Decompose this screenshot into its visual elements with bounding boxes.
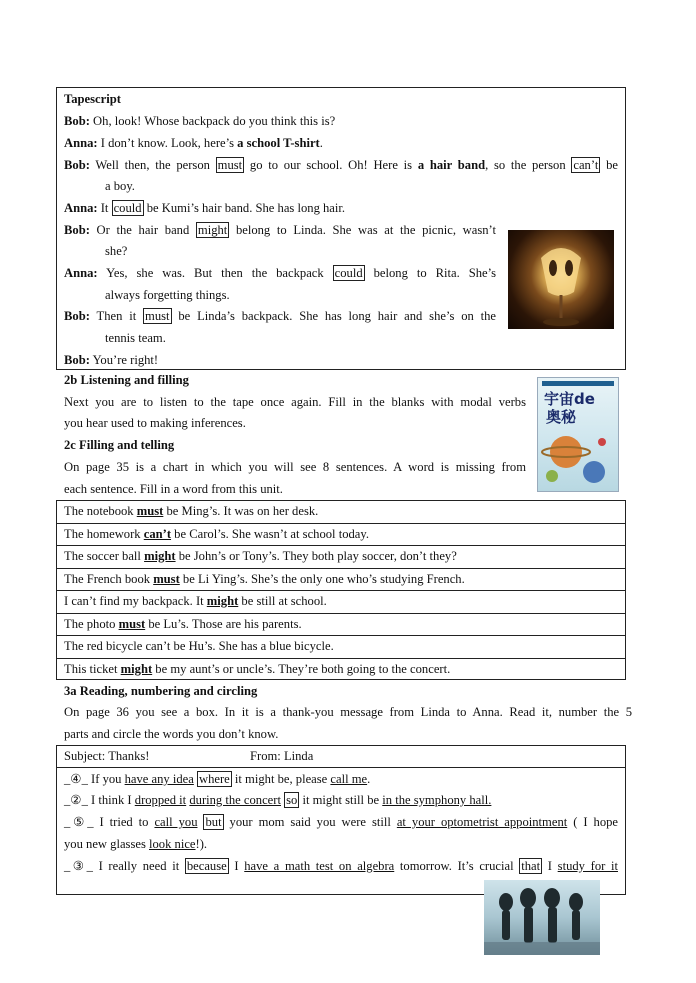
text-run: it might be, please	[231, 772, 331, 786]
text-run: _④_ If you	[64, 772, 125, 786]
text-run: Then it	[89, 309, 144, 323]
text-run: your mom said you were still	[223, 815, 397, 829]
text-run: The notebook	[64, 504, 137, 518]
dialogue-line	[64, 220, 496, 240]
text-run: be Lu’s. Those are his parents.	[145, 616, 302, 631]
text-run: tomorrow. It’s crucial	[394, 859, 520, 873]
text-run: she?	[105, 244, 128, 258]
dialogue-line	[64, 111, 335, 131]
message-line	[64, 769, 370, 789]
boxed-word: could	[113, 201, 142, 215]
dialogue-line	[105, 328, 166, 348]
text-run: The homework	[64, 526, 144, 541]
dialogue-line	[64, 198, 345, 218]
speaker-label: Bob:	[64, 309, 90, 323]
text-run: .	[367, 772, 371, 786]
section-3a-line2: parts and circle the words you don’t know.	[64, 727, 279, 741]
message-from: From: Linda	[250, 749, 314, 763]
aliens-image	[484, 880, 600, 955]
table-row	[64, 614, 302, 634]
section-2c-heading: 2c Filling and telling	[64, 438, 175, 452]
boxed-word: must	[145, 309, 170, 323]
text-run: be my aunt’s or uncle’s. They’re both going to the concert.	[152, 661, 451, 676]
text-run: This ticket	[64, 661, 121, 676]
section-2b-heading: 2b Listening and filling	[64, 373, 189, 387]
text-run: tennis team.	[105, 331, 166, 345]
text-run: ( I hope	[567, 815, 618, 829]
underlined-phrase: during the concert	[189, 793, 281, 807]
book-title-line1: 宇宙de	[544, 390, 595, 408]
text-run: I can’t find my backpack. It	[64, 594, 207, 608]
text-run: be Ming’s. It was on her desk.	[163, 504, 319, 518]
bold-word: might	[206, 594, 239, 608]
boxed-word: so	[286, 793, 298, 807]
text-run: I	[228, 859, 245, 873]
text-run: You’re right!	[89, 353, 159, 367]
text-run: belong to Rita. She’s	[364, 266, 496, 280]
glowing-lamp-photo	[508, 230, 614, 329]
section-2c-line1: On page 35 is a chart in which you will see 8 sentences. A word is missing from	[64, 460, 526, 474]
section-2b-line1: Next you are to listen to the tape once again. Fill in the blanks with modal verbs	[64, 395, 526, 409]
text-run: The red bicycle can’t be Hu’s. She has a blue bicycle.	[64, 639, 334, 653]
boxed-word: can’t	[573, 158, 599, 172]
tapescript-heading: Tapescript	[64, 92, 121, 106]
bold-word: can’t	[143, 526, 172, 541]
table-row	[64, 659, 450, 679]
text-run: , so the person	[485, 158, 572, 172]
dialogue-line	[105, 241, 127, 261]
text-run: you new glasses	[64, 837, 149, 851]
speaker-label: Bob:	[64, 158, 90, 172]
text-run: be Kumi’s hair band. She has long hair.	[143, 201, 346, 215]
text-run: .	[319, 136, 323, 150]
table-row	[64, 546, 457, 566]
underlined-phrase: study for it	[557, 859, 618, 873]
bold-word: might	[144, 549, 176, 563]
dialogue-line	[64, 350, 158, 370]
text-run: It	[97, 201, 112, 215]
bold-word: must	[136, 504, 164, 518]
section-2c-line2: each sentence. Fill in a word from this unit.	[64, 482, 283, 496]
text-run: The photo	[64, 616, 119, 631]
text-run: be Li Ying’s. She’s the only one who’s studying French.	[179, 571, 465, 586]
speaker-label: Bob:	[64, 114, 90, 128]
boxed-word: but	[205, 815, 222, 829]
text-run: always forgetting things.	[105, 288, 230, 302]
dialogue-line	[105, 285, 230, 305]
speaker-label: Anna:	[64, 201, 98, 215]
speaker-label: Anna:	[64, 136, 98, 150]
text-run: be still at school.	[238, 594, 327, 608]
book-title-line2: 奥秘	[546, 408, 577, 426]
text-run: Well then, the person	[89, 158, 216, 172]
text-run: _⑤_ I tried to	[64, 815, 155, 829]
message-line	[64, 834, 207, 854]
underlined-phrase: dropped it	[134, 793, 187, 807]
text-run: belong to Linda. She was at the picnic, wasn’t	[229, 223, 496, 237]
dialogue-line	[64, 133, 323, 153]
text-run: Or the hair band	[89, 223, 196, 237]
text-run: Yes, she was. But then the backpack	[97, 266, 333, 280]
dialogue-line	[105, 176, 135, 196]
table-row	[64, 569, 465, 589]
bold-word: might	[120, 661, 153, 676]
message-line	[64, 790, 491, 810]
table-row	[64, 501, 318, 521]
section-3a-heading: 3a Reading, numbering and circling	[64, 684, 258, 698]
bold-word: must	[153, 571, 180, 586]
underlined-phrase: in the symphony hall.	[382, 793, 492, 807]
text-run: Oh, look! Whose backpack do you think this is?	[89, 114, 336, 128]
text-run: I	[542, 859, 558, 873]
dialogue-line	[64, 306, 496, 326]
speaker-label: Bob:	[64, 353, 90, 367]
underlined-phrase: call you	[154, 815, 198, 829]
text-run: _③_ I really need it	[64, 859, 185, 873]
text-run: I don’t know. Look, here’s	[97, 136, 235, 150]
dialogue-line	[64, 263, 496, 283]
text-run: be Carol’s. She wasn’t at school today.	[171, 526, 370, 541]
underlined-phrase: at your optometrist appointment	[396, 815, 568, 829]
table-row	[64, 591, 327, 611]
text-run: be Linda’s backpack. She has long hair and she’s on the	[171, 309, 496, 323]
bold-word: must	[118, 616, 146, 631]
text-run: a boy.	[105, 179, 135, 193]
boxed-word: could	[334, 266, 363, 280]
text-run: _②_ I think I	[64, 793, 135, 807]
dialogue-line	[64, 155, 618, 175]
message-subject: Subject: Thanks!	[64, 749, 150, 763]
table-row	[64, 524, 369, 544]
message-line	[64, 856, 618, 876]
message-line	[64, 812, 618, 832]
underlined-phrase: call me	[330, 772, 368, 786]
underlined-phrase: look nice	[149, 837, 196, 851]
boxed-word: might	[197, 223, 228, 237]
text-run: The French book	[64, 571, 154, 586]
planets-icon	[538, 426, 618, 490]
section-3a-line1: On page 36 you see a box. In it is a thank-you message from Linda to Anna. Read it, number the 5	[64, 705, 632, 719]
text-run: be	[600, 158, 618, 172]
text-run: go to our school. Oh! Here is	[244, 158, 418, 172]
bold-word: a hair band	[417, 158, 486, 172]
boxed-word: must	[217, 158, 243, 172]
aliens-icon	[484, 880, 600, 955]
lamp-icon	[508, 230, 614, 329]
boxed-word: that	[521, 859, 541, 873]
speaker-label: Bob:	[64, 223, 90, 237]
text-run: !).	[195, 837, 208, 851]
table-row	[64, 636, 334, 656]
underlined-phrase: have a math test on algebra	[244, 859, 395, 873]
book-cover-image	[537, 377, 619, 492]
text-run: it might still be	[299, 793, 383, 807]
speaker-label: Anna:	[64, 266, 98, 280]
underlined-phrase: have any idea	[124, 772, 194, 786]
text-run: The soccer ball	[64, 549, 145, 563]
bold-word: a school T-shirt	[234, 136, 320, 150]
boxed-word: because	[186, 859, 227, 873]
section-2b-line2: you hear used to making inferences.	[64, 416, 246, 430]
text-run: be John’s or Tony’s. They both play soccer, don’t they?	[175, 549, 457, 563]
boxed-word: where	[199, 772, 230, 786]
